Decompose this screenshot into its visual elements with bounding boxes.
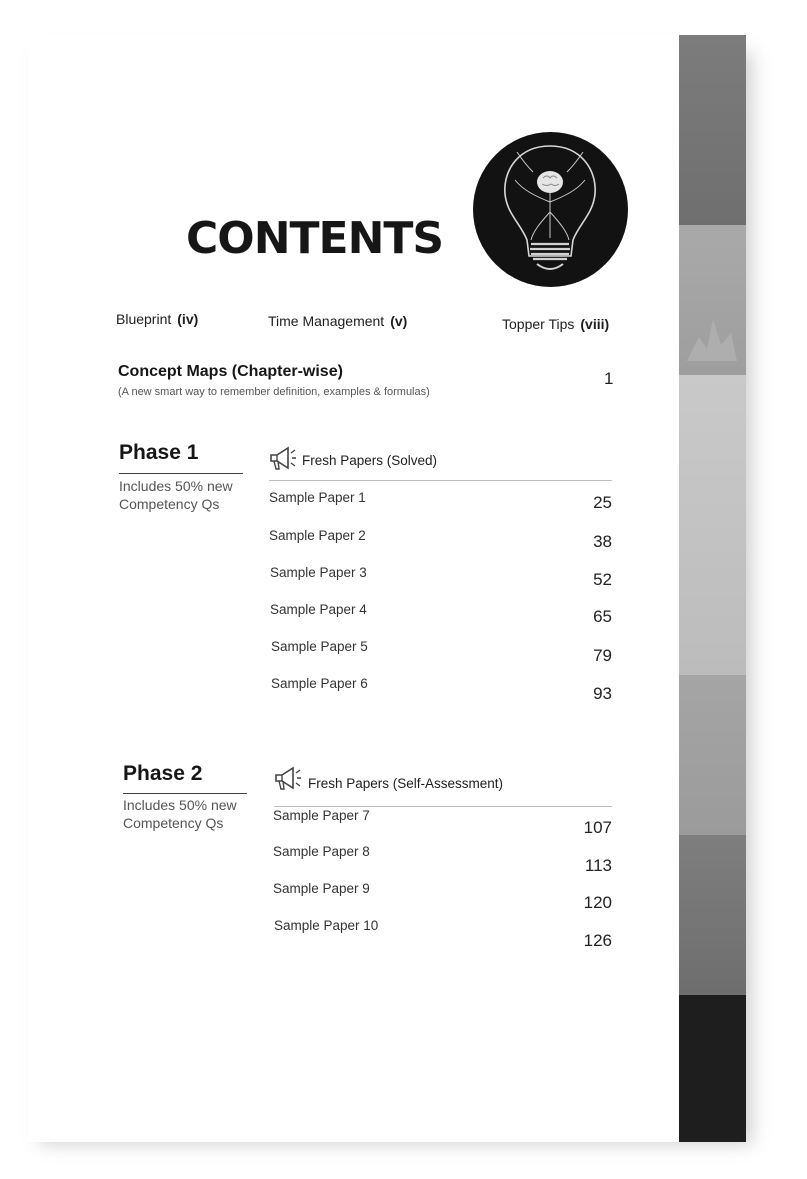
phase-2-section-divider [274, 806, 612, 807]
meta-page: (v) [390, 313, 408, 329]
list-item-label[interactable]: Sample Paper 6 [271, 676, 368, 691]
brain-bulb-illustration [473, 132, 628, 287]
list-item-label[interactable]: Sample Paper 1 [269, 490, 366, 505]
tab-band [679, 675, 746, 835]
time-management-link[interactable] [268, 313, 407, 329]
page-title: CONTENTS [186, 213, 444, 264]
phase-2-title: Phase 2 [123, 762, 203, 785]
lightbulb-brain-icon [473, 132, 628, 287]
list-item-label[interactable]: Sample Paper 3 [270, 565, 367, 580]
phase-2-section-title: Fresh Papers (Self-Assessment) [308, 776, 504, 791]
list-item-page: 38 [593, 532, 612, 551]
phase-1-title: Phase 1 [119, 441, 199, 464]
list-item-page: 79 [593, 646, 612, 665]
list-item-page: 113 [584, 856, 612, 875]
list-item-label[interactable]: Sample Paper 9 [273, 881, 370, 896]
list-item-label[interactable]: Sample Paper 4 [270, 602, 367, 617]
list-item-page: 120 [583, 893, 612, 912]
megaphone-icon [273, 764, 303, 794]
list-item-page: 25 [593, 493, 612, 512]
list-item-label[interactable]: Sample Paper 8 [273, 844, 370, 859]
meta-page: (iv) [177, 311, 199, 327]
tab-band [679, 375, 746, 675]
blueprint-link[interactable] [116, 311, 198, 327]
list-item-label[interactable]: Sample Paper 7 [273, 808, 370, 823]
list-item-page: 65 [593, 607, 612, 626]
meta-label: Topper Tips [502, 316, 575, 332]
phase-2-underline [123, 793, 247, 794]
phase-1-note: Includes 50% new Competency Qs [119, 478, 233, 512]
tab-band [679, 995, 746, 1142]
contents-page [28, 35, 746, 1142]
meta-label: Blueprint [116, 311, 172, 327]
phase-2-note: Includes 50% new Competency Qs [123, 797, 237, 831]
phase-1-section-divider [269, 480, 612, 481]
chapter-tab-strip [679, 35, 746, 1142]
list-item-label[interactable]: Sample Paper 10 [274, 918, 379, 933]
list-item-page: 126 [583, 931, 612, 950]
meta-label: Time Management [268, 313, 385, 329]
list-item-label[interactable]: Sample Paper 2 [269, 528, 366, 543]
concept-maps-page: 1 [604, 369, 614, 388]
tab-band [679, 35, 746, 225]
concept-maps-subtitle: (A new smart way to remember definition, examples & formulas) [118, 386, 430, 398]
phase-1-section-title: Fresh Papers (Solved) [302, 453, 438, 468]
megaphone-icon [268, 444, 298, 474]
concept-maps-title[interactable]: Concept Maps (Chapter-wise) [118, 363, 343, 380]
leaf-texture-icon [679, 305, 746, 365]
meta-page: (viii) [580, 316, 610, 332]
list-item-page: 93 [593, 684, 612, 703]
list-item-page: 107 [583, 818, 612, 837]
topper-tips-link[interactable] [502, 316, 609, 332]
list-item-page: 52 [593, 570, 612, 589]
tab-band [679, 835, 746, 995]
list-item-label[interactable]: Sample Paper 5 [271, 639, 368, 654]
phase-1-underline [119, 473, 243, 474]
